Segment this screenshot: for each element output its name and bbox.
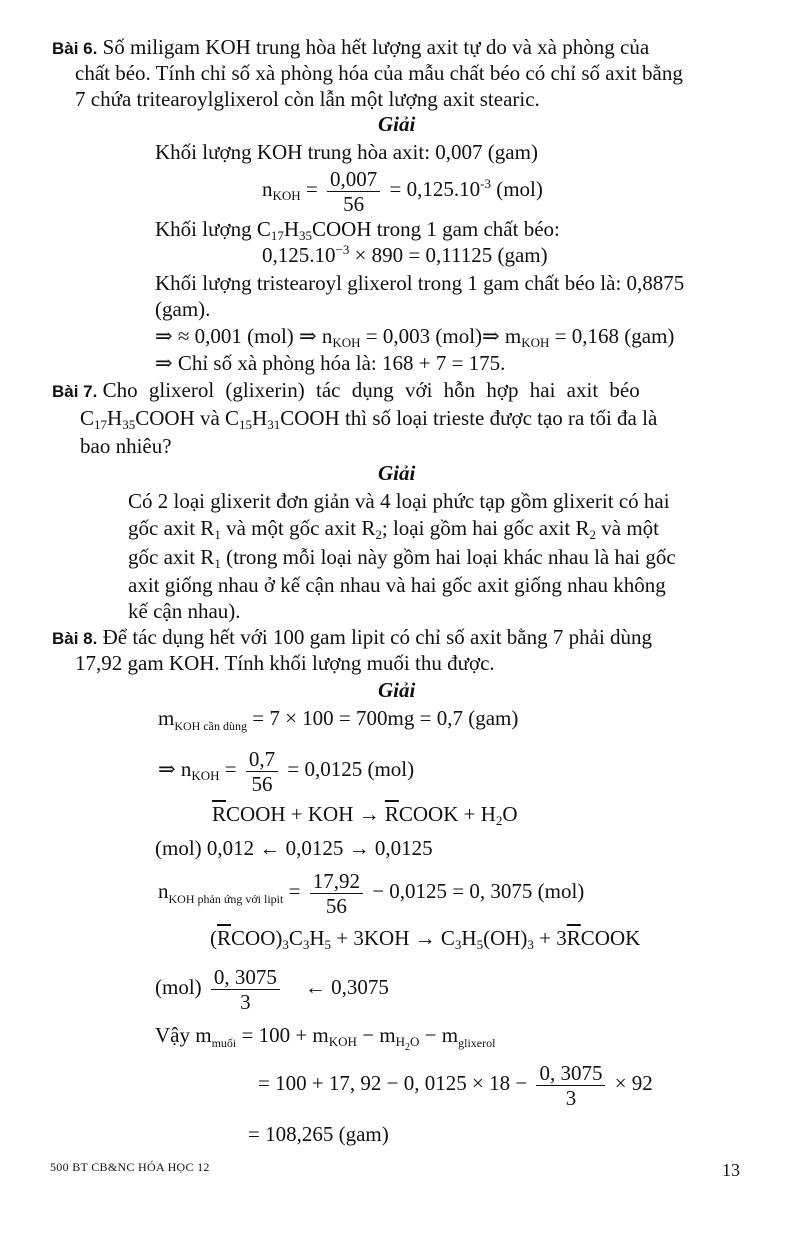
bai8-result-line-2: = 100 + 17, 92 − 0, 0125 × 18 − $\frac{0, 3075}{3}$ × 92 — [258, 1060, 653, 1110]
bai6-step-2-equation: $n_{KOH}$ = $\frac{0,007}{56}$ = $0,125.10^{-3}$ (mol) — [262, 166, 543, 216]
bai8-question-line-1: Bài 8. Để tác dụng hết với 100 gam lipit có chỉ số axit bằng 7 phải dùng — [52, 625, 653, 649]
bai7-answer-line-5: kế cận nhau). — [128, 599, 241, 623]
bai8-eq-2: ⇒ $n_{KOH}$ = $\frac{0,7}{56}$ = 0,0125 (mol) — [158, 746, 415, 796]
bai7-answer-line-4: axit giống nhau ở kế cận nhau và hai gốc axit giống nhau không — [128, 573, 666, 597]
bai6-step-1: Khối lượng KOH trung hòa axit: 0,007 (gam) — [155, 140, 538, 164]
bai6-question-line-3: 7 chứa tritearoylglixerol còn lẫn một lượng axit stearic. — [75, 87, 540, 111]
bai7-question-line-1: Bài 7. Cho glixerol (glixerin) tác dụng với hỗn hợp hai axit béo — [52, 378, 640, 402]
bai8-eq-1: $m_{KOH cần dùng} = 7 \times 100 = 700mg = 0,7$ (gam) — [158, 706, 519, 733]
bai7-answer-line-1: Có 2 loại glixerit đơn giản và 4 loại phức tạp gồm glixerit có hai — [128, 489, 670, 513]
footer-book-title: 500 BT CB&NC HÓA HỌC 12 — [50, 1160, 210, 1174]
fraction: $\frac{0, 3075}{3}$ — [211, 965, 280, 1014]
bai7-question-line-2: $C_{17}H_{35}COOH$ và $C_{15}H_{31}COOH$ thì số loại trieste được tạo ra tối đa là — [80, 406, 658, 432]
bai8-reaction-1: $\overline{R}COOH$ + KOH → $\overline{R}COOK + H_2O$ — [212, 802, 518, 828]
bai7-giai-heading: Giải — [378, 461, 416, 485]
bai7-answer-line-3: gốc axit $R_1$ (trong mỗi loại này gồm hai loại khác nhau là hai gốc — [128, 545, 676, 571]
bai6-step-7: ⇒ ≈ 0,001 (mol) ⇒ $n_{KOH} = 0,003$ (mol)⇒ $m_{KOH} = 0,168$ (gam) — [155, 324, 675, 350]
bai8-label: Bài 8. — [52, 629, 98, 648]
bai7-answer-line-2: gốc axit $R_1$ và một gốc axit $R_2$; loại gồm hai gốc axit $R_2$ và một — [128, 516, 660, 542]
bai6-step-6: (gam). — [155, 297, 211, 321]
bai8-result-line-3: = 108,265 (gam) — [248, 1122, 389, 1146]
fraction: $\frac{0,007}{56}$ — [327, 167, 380, 216]
bai6-question-line-2: chất béo. Tính chỉ số xà phòng hóa của mẫu chất béo có chỉ số axit bằng — [75, 61, 683, 85]
fraction: $\frac{0,7}{56}$ — [246, 747, 278, 796]
bai6-step-5: Khối lượng tristearoyl glixerol trong 1 gam chất béo là: 0,8875 — [155, 271, 685, 295]
bai8-mol-row-1: (mol) 0,012 ← 0,0125 → 0,0125 — [155, 836, 433, 860]
bai6-label: Bài 6. — [52, 39, 98, 58]
bai6-step-4: $0,125.10^{-3} \times 890 = 0,11125$ (gam) — [262, 242, 548, 267]
bai8-question-line-2: 17,92 gam KOH. Tính khối lượng muối thu được. — [75, 651, 495, 675]
bai8-eq-3: $n_{KOH phản ứng với lipit}$ = $\frac{17,92}{56}$ − 0,0125 = 0, 3075 (mol) — [158, 868, 585, 918]
bai8-reaction-2: $(\overline{R}COO)_3C_3H_5 + 3KOH \to C_3H_5(OH)_3$ + $3\overline{R}COOK$ — [210, 926, 641, 952]
page-number: 13 — [722, 1160, 740, 1180]
fraction: $\frac{0, 3075}{3}$ — [536, 1061, 605, 1110]
bai8-mol-row-2: (mol) $\frac{0, 3075}{3}$ ← 0,3075 — [155, 964, 389, 1014]
bai6-step-3: Khối lượng $C_{17}H_{35}COOH$ trong 1 gam chất béo: — [155, 217, 560, 243]
bai7-label: Bài 7. — [52, 382, 98, 401]
bai6-question-line-1: Bài 6. Số miligam KOH trung hòa hết lượng axit tự do và xà phòng của — [52, 35, 650, 59]
bai7-question-line-3: bao nhiêu? — [80, 434, 172, 458]
bai8-result-line-1: Vậy $m_{muối} = 100 + m_{KOH} - m_{H2O} - m_{glixerol}$ — [155, 1023, 496, 1053]
bai6-giai-heading: Giải — [378, 112, 416, 136]
fraction: $\frac{17,92}{56}$ — [310, 869, 363, 918]
bai8-giai-heading: Giải — [378, 678, 416, 702]
bai6-step-8: ⇒ Chỉ số xà phòng hóa là: 168 + 7 = 175. — [155, 351, 506, 375]
